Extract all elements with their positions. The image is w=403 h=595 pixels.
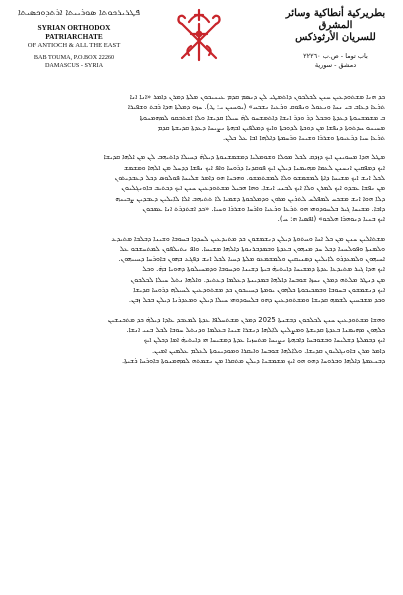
text-line: ܟܕ ܗܢܐ ܡܫܬܘܕܥܝܢ ܚܢܢ ܠܟܠܟܘܢ ܕܐܬܡܛܝ ܠܢ ܕܢܣܡ ܩܕܡ ܥܝܢܝܟܘܢ ܡܠܬܐ ܕܡܪܢ ܕܐܡܪ «ܐܢܐ ܐܢܐ — [129, 93, 385, 101]
paragraph-1 — [20, 92, 385, 143]
text-line: ܕܐܡܪ ܡܪܢ ܒܐܘܢܓܠܝܘܢ ܩܕܝܫܐ. ܘܠܐܠܗܐ ܫܘܒܚܐ ܘܐܝܩܪܐ ܘܡܘܕܝܢܘܬܐ ܠܥܠܡ ܥܠܡܝܢ ܐܡܝܢ. — [151, 346, 385, 355]
address-line-2: DAMASCUS - SYRIA — [44, 62, 104, 69]
text-line: ܡܢ ܢܦܫܐ ܥܒܕܘ ܐܝܟ ܠܡܪܢ ܘܠܐ ܐܝܟ ܠܒܢܝ ܐܢܫܐ. ܘܗܐ ܗܟܝܠ ܡܫܬܘܕܥܝܢ ܚܢܢ ܐܝܟ ܕܟܬܝܒ ܒܐܘܢܓܠܝܘܢ — [121, 184, 385, 193]
paragraph-4 — [20, 315, 385, 366]
arabic-address-line-1: باب توما - ص.ب ٢٢٢٦٠ — [303, 52, 368, 60]
text-line: ܐܚܝܗܘܢ ܘܠܡܥܕܪܘ ܠܐܝܠܝܢ ܕܣܢܝܩܝܢ ܘܠܡܫܡܥܘ ܡܠܬܐ ܕܚܝܐ ܠܟܠ ܐܢܫ ܕܦܓܥ ܒܗܘܢ ܒܐܘܪܚܐ ܕܚܝܝܗܘܢ. — [118, 255, 385, 264]
text-line: ܘܗܫܐ ܡܫܬܘܕܥܝܢ ܚܢܢ ܠܟܠܟܘܢ ܕܒܫܢܬܐ 2025 ܕܡܪܢ ܡܫܬܚܠܦܐ ܥܕܬܐ ܠܡܥܒܕ ܥܐܕܐ ܕܝܠܗ̇ ܟܕ ܡܬܟܢܫܝܢ — [107, 315, 385, 324]
text-line: ܡܚܝܢܘ ܚܕܬܘܬܐ ܕܢܦܫܐ ܡܢ ܕܘܟܬܐ ܠܕܘܟܬܐ ܘܐܝܟ ܕܡܠܦܝܢ ܐܒܗܬܐ ܢܨܝܚܐ ܕܥܕܬܐ ܩܕܝܫܬܐ ܩܕܡ — [157, 123, 385, 132]
text-line: ܐܝܟ ܗܕܐ ܓܝܪ ܡܬܝܕܥܐ ܥܕܬܐ ܕܡܫܝܚܐ ܕܐܝܬܝܗ̇ ܒܝܬܐ ܕܫܝܢܐ ܘܕܚܘܒܐ ܘܕܡܚܝܠܘܬܐ ܕܗܘܝܐ ܒܗ̇. ܘܟܠ — [142, 265, 385, 274]
arabic-address-line-2: دمشق - سورية — [314, 61, 357, 69]
letterhead-left — [8, 8, 140, 69]
patriarchate-name: SYRIAN ORTHODOX PATRIARCHATE — [37, 23, 111, 41]
text-line: ܒ ܡܫܡܫܢܘܬܐ ܕܥܕܬܐ ܘܒܟܠ ܕܪ ܘܕܪ ܐܢܫܐ ܕܐܬܡܫܚܘ ܠܗ̇ ܚܝܠܐ ܩܕܝܫܐ ܘܠܐ ܐܫܬܒܩܘ ܠܡܗܡܢܘܬܐ — [139, 113, 385, 122]
text-line: ܟܠܗܘܢ ܡܗܝܡܢܐ ܒܥܕܬܐ ܩܕܝܫܬܐ ܘܡܨܠܝܢ ܠܐܠܗܐ ܕܢܫܪܐ ܫܝܢܐ ܒܥܠܡܐ ܘܕܢܬܠ ܚܘܒܐ ܠܟܠ ܒܢܝ ܐܢܫܐ. — [126, 325, 385, 334]
text-line: ܠܟܠ ܐܢܫ ܐܝܟ ܡܫܝܚܐ ܕܐܬܐ ܠܡܫܡܫܘ ܘܠܐ ܠܡܫܬܡܫܘ. ܘܗܟܢܐ ܗܘ ܕܐܡܪ ܫܠܝܚܐ ܦܘܠܘܣ ܕܟܠ ܕܥܒܕܝܬܘܢ — [114, 174, 385, 183]
text-line: ܡܛܠ ܗܕܐ ܡܚܘܝܢܢ ܐܝܟ ܕܙܕܩ ܠܟܠ ܡܘܠܐ ܘܫܘܡܠܝܐ ܕܡܫܡܫܢܘܬܐ ܕܝܠܗ̇ ܕܚܝܠܐ ܕܐܬܝܗܒ ܠܢ ܡܢ ܐܠܗܐ ܩܕܝܫܐ — [103, 153, 385, 162]
paragraph-2 — [20, 152, 385, 224]
letter-body — [20, 92, 385, 372]
patriarchal-emblem-icon — [172, 6, 226, 64]
text-line: ܐܝܟ ܕܡܦܩܝܢ ܐܢܚܢܢ ܠܥܡܐ ܡܗܝܡܢܐ ܕܝܠܢ ܐܝܟ ܦܘܩܕܢܐ ܕܪܘܚܐ ܘܐܦ ܐܝܟ ܢܦܫܐ ܕܕܚܠ ܡܢ ܐܠܗܐ ܘܡܫܡܫ — [123, 163, 385, 172]
arabic-title-line-1: بطريركية أنطاكية وسائر المشرق — [285, 8, 386, 31]
letterhead-right — [278, 8, 393, 69]
syriac-title: ܦܛܪܝܪܟܘܬܐ ܣܘܪܝܝܬܐ ܐܪܬܕܘܟܣܝܬܐ — [17, 8, 140, 18]
patriarchate-subtitle: OF ANTIOCH & ALL THE EAST — [27, 42, 121, 49]
text-line: ܬܪܥܐ ܕܥܐܒ ܒܝ ܢܚܐ ܘܢܥܘܠ ܘܢܦܘܩ ܘܪܥܝܐ ܢܫܟܚ» (ܝܘܚܢܢ ܝ: ܛ). ܚܙܘ ܕܡܠܬܐ ܗܕܐ ܪܒܬ ܘܫܦܝܪܐ — [127, 103, 385, 112]
paragraph-3 — [20, 234, 385, 306]
text-line: ܘܠܡܢܬܐ ܘܦܘܠܚܢܐ ܕܟܠ ܚܕ ܡܢܗܘܢ ܒܥܕܬܐ ܘܒܡܕܒܪܢܘܬܐ ܕܐܠܗܐ ܡܫܝܚܐ. ܘܐܦ ܢܬܝܠܦܘܢ ܠܡܬܚܫܒܘ ܥܠ — [119, 244, 385, 253]
text-line: ܕܒܢܥܡܬܐ ܕܐܠܗܐ ܘܒܪܘܚܐ ܕܗܘ ܗܘ ܐܝܟ ܡܫܡܫܢܐ ܕܝܠܢ ܡܬܩܪܐ ܡܢ ܢܫܡܬܗ ܠܡܗܡܢܘܬܐ ܒܐܘܪܚܐ ܪܫܝܬܐ. — [121, 356, 385, 365]
text-line: ܐܝܟ ܕܒܡܠܬܐ ܕܫܠܝܚܐ ܘܒܫܘܒܚܐ ܕܐܒܗܬܐ ܢܨܝܚܐ ܡܬܚܙܝܐ ܥܕܬܐ ܕܡܫܝܚܐ ܗܝ ܕܐܝܬܝܗ̇ ܐܡܐ ܕܟܠܢ ܐܝܟ — [143, 336, 385, 345]
arabic-title-line-2: للسريان الأرثوذكس — [295, 32, 376, 43]
text-line: ܐܝܟ ܒܢܝܐ ܕܢܘܗܪܐ ܗܠܟܘ» (ܐܦܣܝܐ ܗ: ܚ). — [277, 215, 385, 224]
address-line-1: BAB TOUMA, P.O.BOX 22260 — [33, 54, 115, 61]
text-line: ܕܠܐ ܗܘܐ ܐܢܫ ܡܫܟܚ ܠܡܦܠܚ ܠܬܪܝܢ ܡܪܘܢ ܘܕܡܠܟܘܬܐ ܕܫܡܝܐ ܠܐ ܬܬܝܗܒ ܐܠܐ ܠܐܝܠܝܢ ܕܥܒܕܝܢ ܨܒܝܢܗ — [115, 194, 385, 203]
text-line: ܕܐܒܐ. ܡܫܝܚܐ ܓܝܪ ܒܠܚܘܕܘܗܝ ܗܘ ܬܪܥܐ ܘܪܥܝܐ ܘܐܪܚܐ ܘܫܪܪܐ ܘܚܝܐ. «ܟܕ ܐܫܬܕܪܬ ܐܢܐ ܥܡܟܘܢ — [142, 204, 385, 213]
text-line: ܡܫܬܐܠܝܢ ܚܢܢ ܡܢ ܟܠ ܐܚܐ ܘܚܬܘܬܐ ܕܝܠܢ ܕܢܫܡܫܘܢ ܟܕ ܡܬܝܕܥܝܢ ܠܚܕܕܐ ܒܚܘܒܐ ܘܫܝܢܐ ܕܒܠܒܐ ܡܬܝܕܥ — [111, 234, 385, 243]
text-line: ܐܝܟ ܕܢܫܡܫܘܢ ܒܚܘܒܐ ܘܒܡܟܝܟܘܬܐ ܟܠܗܘܢ ܝܘܡܬܐ ܕܚܝܝܟܘܢ ܟܕ ܡܫܬܘܕܥܝܢ ܠܚܝܠܗ ܕܪܘܚܐ ܩܕܝܫܐ — [133, 286, 385, 295]
text-line: ܡܢ ܕܢܛܪ ܡܠܬܗ ܕܡܪܢ ܢܚܙܐ ܫܘܒܚܐ ܕܐܠܗܐ ܒܡܕܝܢܬܐ ܕܥܠܡܐ ܕܥܬܝܕ. ܘܐܠܗܐ ܢܬܠ ܚܝܠܐ ܠܟܠܟܘܢ — [130, 275, 385, 284]
text-line: ܘܟܕ ܡܫܒܚܝܢ ܠܫܡܗ ܩܕܝܫܐ ܘܡܫܬܘܕܥܝܢ ܕܗܘ ܒܠܚܘܕܘܗܝ ܚܝܠܐ ܕܝܠܢ ܘܡܥܕܪܢܐ ܕܝܠܢ ܒܟܠ ܙܒܢ. — [128, 296, 385, 305]
text-line: ܬܪܥܐ ܚܝܐ ܕܪܥܝܘܬܐ ܘܫܪܪܐ ܘܫܝܢܐ ܘܪܚܡܬܐ ܕܐܠܗܐ ܐܒܐ ܥܠ ܟܠܢ. — [223, 134, 385, 143]
